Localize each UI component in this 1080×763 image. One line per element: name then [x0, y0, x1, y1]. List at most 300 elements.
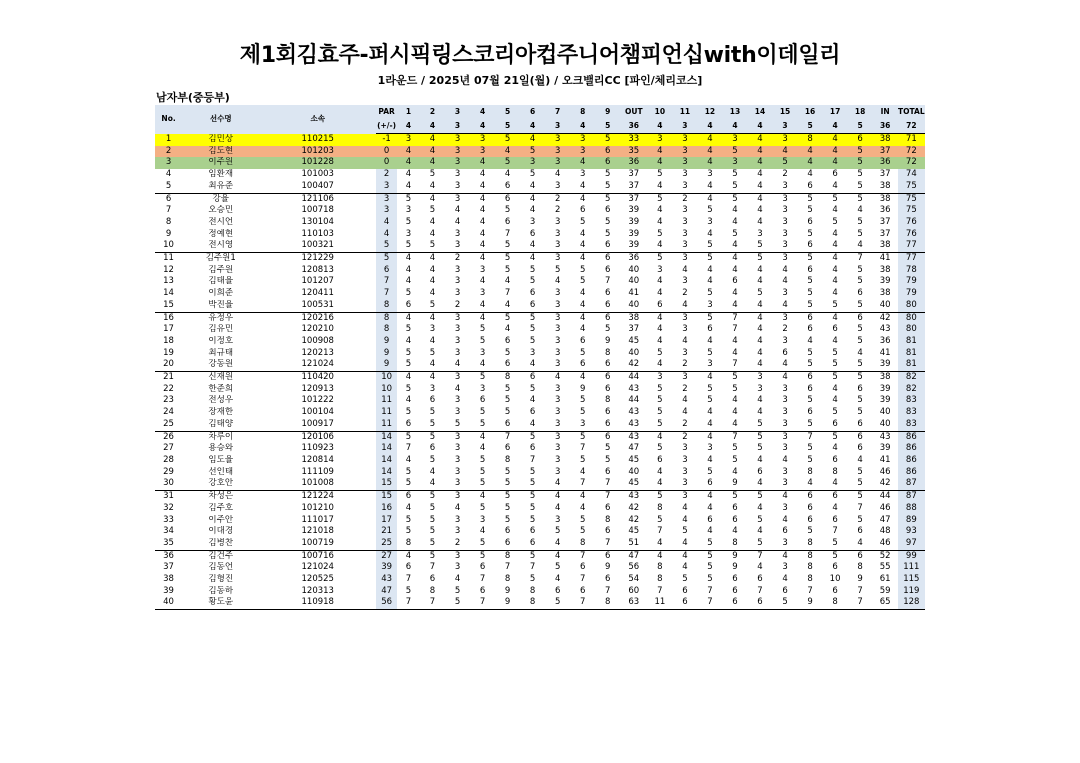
hole-header: 12	[697, 105, 722, 119]
cell-score: 4	[707, 502, 713, 513]
cell-name: 김민상	[182, 134, 259, 146]
cell-out: 40	[628, 347, 640, 358]
cell-name: 강호안	[182, 478, 259, 490]
cell-score: 5	[454, 585, 461, 596]
cell-in: 38	[879, 372, 891, 383]
cell-score: 5	[520, 146, 545, 158]
cell-total: 93	[898, 526, 925, 538]
cell-total: 79	[898, 276, 925, 288]
hole-header: 18	[848, 105, 873, 119]
cell-score: 4	[647, 478, 672, 490]
cell-score: 4	[707, 491, 713, 502]
cell-score: 5	[857, 514, 863, 525]
cell-score: 5	[657, 193, 663, 204]
cell-score: 3	[682, 372, 688, 383]
table-row	[155, 419, 925, 431]
cell-club: 110103	[301, 228, 334, 239]
in-header: IN	[873, 105, 898, 119]
cell-club: 101207	[301, 276, 334, 287]
cell-score: 3	[707, 169, 713, 180]
cell-score: 3	[397, 134, 420, 146]
cell-score: 3	[782, 562, 788, 573]
cell-par-diff: 9	[376, 359, 397, 371]
cell-score: 5	[857, 466, 863, 477]
cell-out: 42	[628, 514, 640, 525]
cell-score: 5	[657, 347, 663, 358]
cell-score: 3	[454, 288, 461, 299]
cell-score: 4	[747, 157, 772, 169]
cell-score: 6	[857, 383, 863, 394]
cell-score: 6	[798, 240, 823, 252]
cell-score: 5	[848, 157, 873, 169]
cell-score: 3	[782, 431, 788, 442]
cell-score: 4	[520, 359, 545, 371]
cell-score: 8	[570, 538, 595, 550]
cell-score: 5	[579, 454, 586, 465]
cell-score: 5	[707, 395, 713, 406]
cell-score: 4	[429, 312, 436, 323]
cell-no: 29	[163, 466, 174, 477]
cell-score: 3	[545, 134, 570, 146]
cell-score: 5	[605, 193, 611, 204]
cell-score: 8	[798, 538, 823, 550]
cell-score: 6	[832, 491, 838, 502]
table-row	[155, 384, 925, 396]
cell-par-diff: 7	[376, 288, 397, 300]
cell-score: 8	[520, 597, 545, 609]
cell-score: 4	[798, 157, 823, 169]
cell-score: 3	[682, 312, 688, 323]
cell-club: 111109	[301, 466, 334, 477]
cell-par-diff: 4	[376, 229, 397, 241]
cell-score: 5	[579, 216, 586, 227]
cell-in: 37	[879, 216, 891, 227]
cell-score: 7	[657, 585, 663, 596]
col-name: 선수명	[182, 105, 259, 134]
cell-score: 5	[554, 562, 561, 573]
cell-out: 44	[628, 395, 640, 406]
cell-out: 43	[628, 383, 640, 394]
cell-score: 4	[832, 395, 838, 406]
cell-total: 79	[898, 288, 925, 300]
par-value: 4	[570, 119, 595, 134]
cell-score: 3	[782, 253, 788, 264]
cell-score: 4	[405, 395, 412, 406]
cell-score: 3	[454, 372, 461, 383]
cell-score: 4	[732, 216, 738, 227]
cell-in: 38	[879, 264, 891, 275]
cell-score: 5	[807, 454, 813, 465]
cell-score: 4	[657, 312, 663, 323]
cell-score: 7	[722, 359, 747, 371]
cell-score: 6	[605, 526, 611, 537]
cell-score: 7	[605, 491, 611, 502]
cell-score: 4	[429, 276, 436, 287]
cell-club: 100407	[259, 181, 376, 193]
cell-score: 4	[420, 478, 445, 490]
cell-score: 3	[682, 169, 688, 180]
cell-score: 4	[420, 359, 445, 371]
cell-score: 3	[454, 562, 461, 573]
cell-score: 6	[504, 526, 511, 537]
cell-score: 5	[554, 526, 561, 537]
cell-score: 4	[757, 264, 763, 275]
cell-score: 4	[832, 335, 838, 346]
cell-score: 7	[397, 597, 420, 609]
cell-score: 4	[405, 454, 412, 465]
cell-score: 3	[672, 478, 697, 490]
cell-score: 4	[782, 550, 788, 561]
cell-out: 45	[620, 478, 647, 490]
cell-in: 37	[873, 146, 898, 158]
cell-total: 83	[898, 395, 925, 407]
cell-score: 4	[747, 478, 772, 490]
cell-score: 5	[732, 193, 738, 204]
cell-in: 59	[879, 585, 891, 596]
cell-score: 3	[657, 372, 663, 383]
cell-score: 5	[732, 228, 738, 239]
cell-total: 81	[898, 348, 925, 360]
cell-score: 5	[732, 454, 738, 465]
cell-no: 14	[163, 288, 174, 299]
cell-no: 11	[163, 253, 174, 264]
par-value: 4	[470, 119, 495, 134]
cell-score: 6	[697, 478, 722, 490]
cell-par-diff: 9	[376, 336, 397, 348]
cell-score: 5	[857, 335, 863, 346]
cell-score: 6	[595, 157, 620, 169]
cell-club: 101003	[301, 169, 334, 180]
cell-par-diff: 17	[376, 515, 397, 527]
cell-in: 46	[873, 538, 898, 550]
cell-score: 2	[782, 324, 788, 335]
cell-in: 40	[873, 419, 898, 431]
cell-score: 4	[554, 372, 561, 383]
cell-club: 100104	[301, 407, 334, 418]
cell-score: 6	[529, 288, 536, 299]
cell-score: 5	[707, 253, 713, 264]
par-value: 5	[495, 119, 520, 134]
cell-score: 5	[495, 240, 520, 252]
cell-par-diff: 43	[376, 574, 397, 586]
cell-name: 이주원	[182, 157, 259, 169]
cell-score: 7	[570, 478, 595, 490]
cell-score: 5	[657, 169, 663, 180]
cell-total: 86	[898, 467, 925, 479]
cell-score: 3	[682, 205, 688, 216]
cell-score: 6	[479, 562, 486, 573]
cell-total: 82	[898, 372, 925, 384]
cell-score: 5	[429, 550, 436, 561]
cell-club: 100321	[259, 240, 376, 252]
cell-in: 37	[879, 228, 891, 239]
cell-no: 40	[155, 597, 182, 609]
cell-score: 5	[529, 383, 536, 394]
cell-par-diff: 27	[376, 550, 397, 562]
cell-no: 35	[155, 538, 182, 550]
cell-no: 16	[163, 312, 174, 323]
cell-club: 100908	[301, 335, 334, 346]
cell-score: 3	[672, 240, 697, 252]
cell-score: 4	[504, 276, 511, 287]
cell-score: 4	[554, 550, 561, 561]
cell-score: 7	[707, 585, 713, 596]
cell-score: 3	[782, 335, 788, 346]
cell-no: 9	[165, 228, 172, 239]
cell-score: 5	[397, 478, 420, 490]
cell-name: 김동하	[208, 585, 234, 596]
cell-score: 4	[732, 335, 738, 346]
cell-score: 4	[554, 502, 561, 513]
cell-no: 19	[163, 347, 174, 358]
cell-in: 41	[879, 253, 891, 264]
cell-score: 4	[429, 253, 436, 264]
cell-score: 3	[479, 264, 486, 275]
cell-score: 7	[405, 574, 412, 585]
cell-name: 김도현	[182, 146, 259, 158]
cell-score: 6	[682, 585, 688, 596]
cell-score: 8	[504, 372, 511, 383]
cell-score: 5	[605, 324, 611, 335]
cell-name: 오승민	[208, 205, 234, 216]
cell-score: 5	[707, 574, 713, 585]
table-row	[155, 372, 925, 384]
table-row	[155, 407, 925, 419]
cell-score: 3	[405, 228, 412, 239]
cell-score: 4	[757, 169, 763, 180]
cell-score: 5	[747, 538, 772, 550]
cell-score: 4	[570, 300, 595, 312]
cell-name: 김형진	[208, 574, 234, 585]
cell-score: 9	[732, 550, 738, 561]
cell-score: 5	[529, 335, 536, 346]
cell-score: 5	[479, 502, 486, 513]
cell-score: 7	[479, 574, 486, 585]
cell-in: 38	[879, 193, 891, 204]
cell-score: 4	[697, 146, 722, 158]
table-row	[155, 312, 925, 324]
cell-score: 5	[848, 181, 873, 193]
cell-no: 15	[155, 300, 182, 312]
cell-score: 5	[697, 240, 722, 252]
table-row	[155, 288, 925, 300]
cell-score: 4	[429, 466, 436, 477]
cell-no: 12	[163, 264, 174, 275]
cell-score: 5	[429, 454, 436, 465]
cell-score: 5	[832, 193, 838, 204]
cell-par-diff: 4	[376, 217, 397, 229]
cell-score: 6	[832, 585, 838, 596]
cell-score: 5	[595, 134, 620, 146]
par-value: 3	[773, 119, 798, 134]
cell-score: 5	[682, 574, 688, 585]
cell-in: 38	[879, 288, 891, 299]
cell-score: 3	[782, 228, 788, 239]
cell-score: 3	[454, 431, 461, 442]
cell-par-diff: 8	[376, 300, 397, 312]
cell-score: 3	[429, 324, 436, 335]
cell-score: 5	[405, 526, 412, 537]
cell-no: 5	[155, 181, 182, 193]
cell-score: 4	[579, 491, 586, 502]
cell-score: 4	[397, 157, 420, 169]
cell-score: 4	[682, 335, 688, 346]
table-row	[155, 217, 925, 229]
cell-score: 6	[832, 169, 838, 180]
cell-score: 4	[782, 491, 788, 502]
cell-score: 5	[747, 419, 772, 431]
cell-in: 42	[879, 312, 891, 323]
cell-score: 4	[707, 407, 713, 418]
table-row	[155, 300, 925, 312]
hole-header: 3	[445, 105, 470, 119]
cell-score: 5	[832, 372, 838, 383]
cell-score: 5	[495, 134, 520, 146]
cell-score: 4	[579, 372, 586, 383]
cell-score: 4	[697, 181, 722, 193]
cell-score: 9	[722, 478, 747, 490]
cell-score: 4	[657, 216, 663, 227]
cell-score: 3	[672, 134, 697, 146]
cell-out: 43	[628, 491, 640, 502]
cell-score: 2	[445, 300, 470, 312]
cell-score: 4	[579, 324, 586, 335]
cell-score: 6	[807, 491, 813, 502]
cell-score: 7	[420, 597, 445, 609]
cell-score: 4	[520, 181, 545, 193]
cell-score: 3	[782, 383, 788, 394]
cell-score: 6	[429, 574, 436, 585]
cell-score: 5	[429, 407, 436, 418]
cell-score: 3	[545, 157, 570, 169]
cell-score: 4	[732, 264, 738, 275]
cell-total: 74	[898, 169, 925, 181]
cell-score: 8	[657, 574, 663, 585]
cell-score: 5	[757, 491, 763, 502]
cell-score: 4	[429, 264, 436, 275]
cell-score: 6	[605, 407, 611, 418]
cell-score: 4	[697, 419, 722, 431]
cell-score: 4	[722, 240, 747, 252]
cell-score: 3	[554, 288, 561, 299]
cell-score: 8	[657, 562, 663, 573]
cell-score: 4	[554, 574, 561, 585]
cell-total: 80	[898, 300, 925, 312]
cell-score: 3	[682, 454, 688, 465]
cell-score: 8	[857, 562, 863, 573]
cell-score: 4	[579, 228, 586, 239]
cell-score: 5	[470, 478, 495, 490]
cell-score: 7	[857, 502, 863, 513]
cell-name: 김태율	[208, 276, 234, 287]
cell-score: 4	[479, 443, 486, 454]
cell-club: 130104	[301, 216, 334, 227]
table-row	[155, 157, 925, 169]
cell-score: 4	[857, 454, 863, 465]
cell-no: 13	[163, 276, 174, 287]
cell-score: 4	[707, 276, 713, 287]
cell-score: 4	[757, 454, 763, 465]
cell-out: 38	[628, 312, 640, 323]
cell-score: 5	[429, 514, 436, 525]
cell-score: 5	[848, 478, 873, 490]
cell-score: 3	[757, 383, 763, 394]
cell-score: 6	[857, 550, 863, 561]
cell-score: 4	[757, 216, 763, 227]
cell-score: 3	[454, 514, 461, 525]
cell-club: 120411	[301, 288, 334, 299]
cell-score: 6	[504, 443, 511, 454]
cell-score: 6	[672, 597, 697, 609]
cell-score: 5	[732, 169, 738, 180]
cell-name: 강동원	[182, 359, 259, 371]
hole-header: 8	[570, 105, 595, 119]
cell-score: 8	[605, 395, 611, 406]
cell-score: 6	[857, 288, 863, 299]
cell-out: 60	[628, 585, 640, 596]
cell-score: 5	[405, 431, 412, 442]
cell-no: 38	[163, 574, 174, 585]
cell-score: 8	[605, 347, 611, 358]
cell-total: 72	[898, 146, 925, 158]
cell-total: 80	[898, 324, 925, 336]
cell-score: 5	[579, 431, 586, 442]
table-row	[155, 181, 925, 193]
cell-score: 3	[647, 134, 672, 146]
hole-header: 5	[495, 105, 520, 119]
cell-out: 39	[628, 205, 640, 216]
cell-score: 4	[798, 478, 823, 490]
cell-score: 3	[570, 419, 595, 431]
cell-total: 76	[898, 229, 925, 241]
cell-name: 이정호	[208, 335, 234, 346]
cell-score: 5	[823, 538, 848, 550]
cell-total: 75	[898, 181, 925, 193]
cell-score: 5	[657, 491, 663, 502]
cell-score: 5	[529, 550, 536, 561]
cell-score: 6	[405, 562, 412, 573]
cell-score: 5	[605, 216, 611, 227]
cell-score: 4	[454, 502, 461, 513]
cell-score: 5	[504, 347, 511, 358]
cell-total: 86	[898, 443, 925, 455]
cell-score: 3	[454, 526, 461, 537]
cell-score: 4	[647, 181, 672, 193]
cell-score: 7	[848, 597, 873, 609]
cell-score: 4	[657, 431, 663, 442]
table-row	[155, 562, 925, 574]
cell-score: 9	[857, 574, 863, 585]
cell-score: 8	[504, 574, 511, 585]
cell-no: 32	[163, 502, 174, 513]
col-par-sub: (+/-)	[376, 119, 397, 134]
cell-score: 5	[807, 443, 813, 454]
cell-score: 6	[832, 454, 838, 465]
cell-score: 7	[504, 562, 511, 573]
cell-score: 3	[454, 228, 461, 239]
cell-score: 4	[848, 240, 873, 252]
cell-score: 6	[732, 502, 738, 513]
cell-par-diff: 9	[376, 348, 397, 360]
table-row	[155, 574, 925, 586]
cell-score: 6	[807, 514, 813, 525]
cell-score: 6	[782, 585, 788, 596]
cell-score: 6	[857, 443, 863, 454]
cell-score: 4	[672, 300, 697, 312]
cell-score: 3	[657, 264, 663, 275]
cell-score: 3	[682, 466, 688, 477]
col-no: No.	[155, 105, 182, 134]
